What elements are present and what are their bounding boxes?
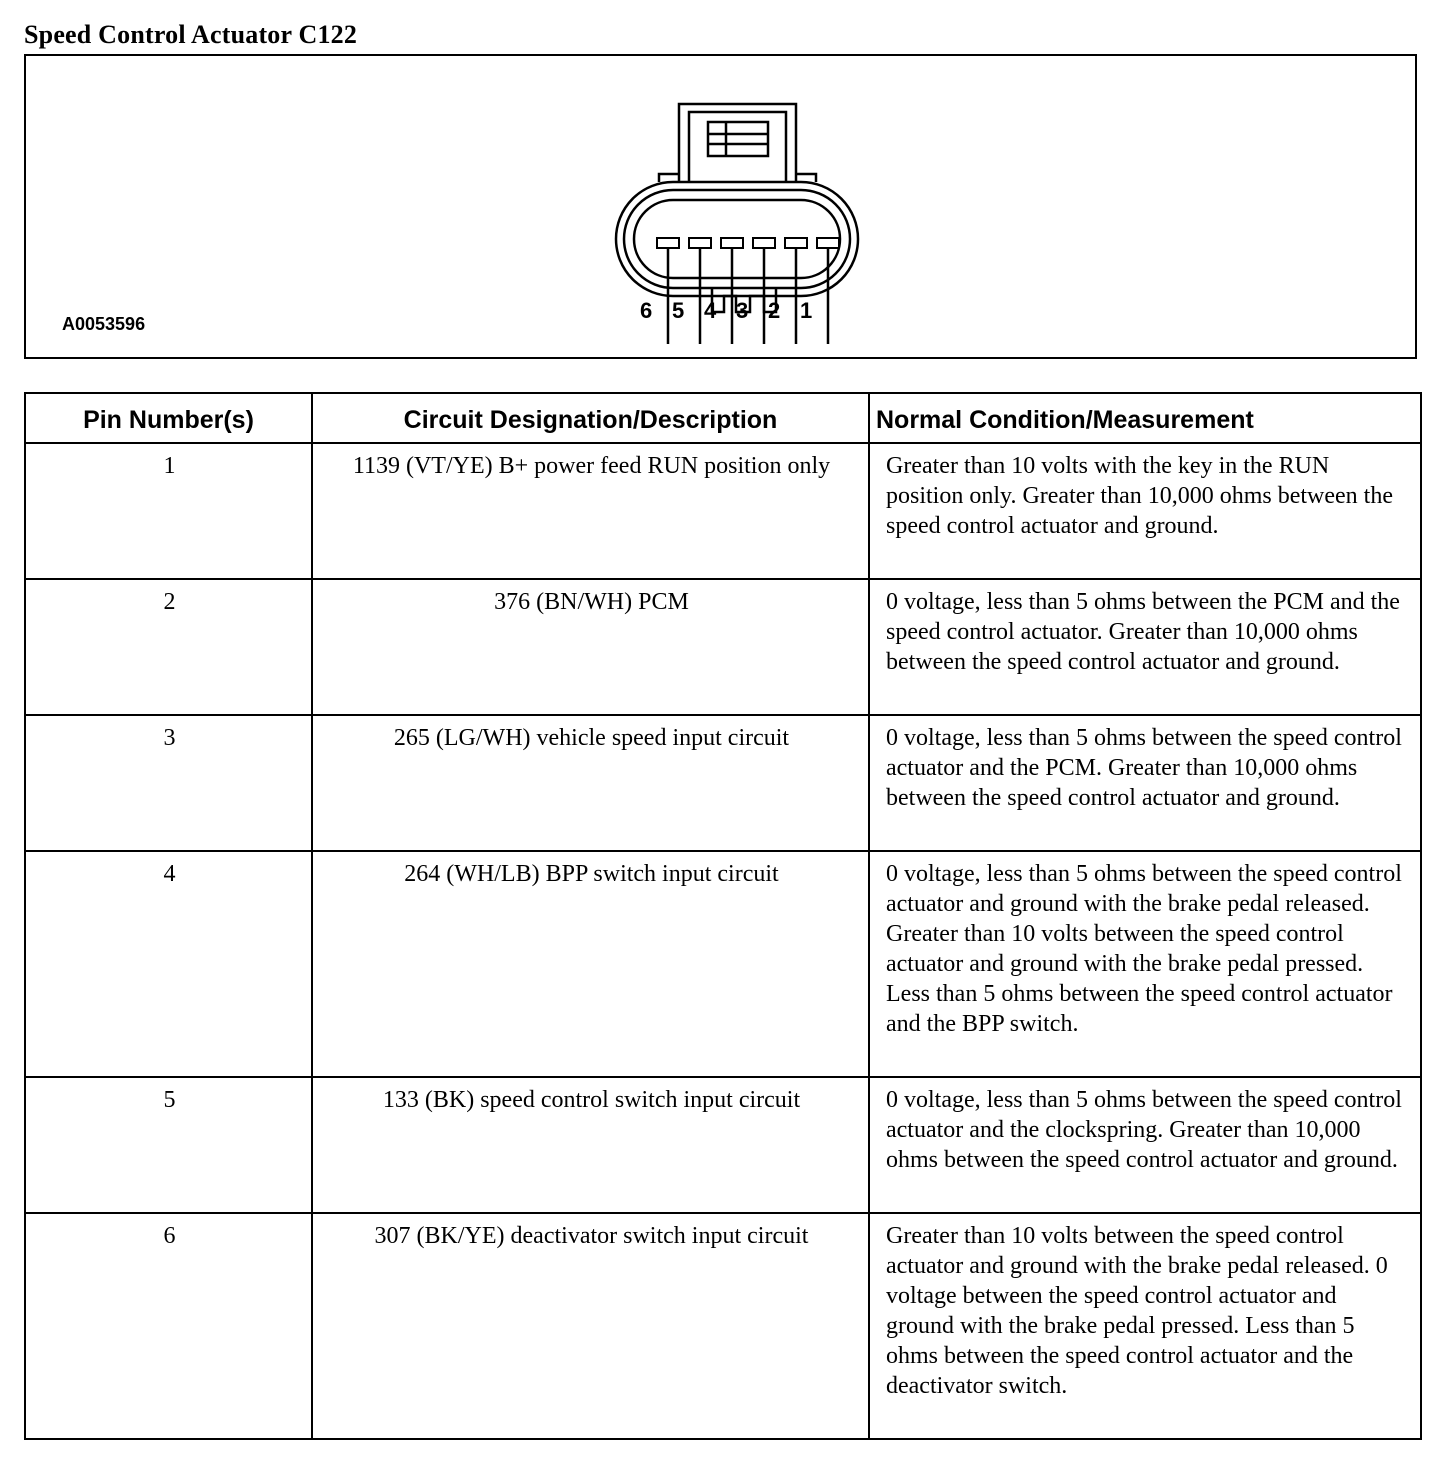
pin-table — [24, 392, 1422, 1440]
condition-cell: 0 voltage, less than 5 ohms between the PCM and the speed control actuator. Greater than 10,000 ohms between the speed control actuator and ground. — [869, 579, 1421, 715]
pin-number-cell: 2 — [25, 579, 312, 715]
pin-label-3: 3 — [736, 298, 749, 323]
pin-number-cell: 6 — [25, 1213, 312, 1439]
condition-cell: Greater than 10 volts with the key in the RUN position only. Greater than 10,000 ohms between the speed control actuator and ground. — [869, 443, 1421, 579]
pin-number-cell: 3 — [25, 715, 312, 851]
pin-3-terminal — [753, 238, 775, 248]
figure-id: A0053596 — [62, 314, 146, 334]
pin-label-2: 2 — [768, 298, 781, 323]
condition-cell: 0 voltage, less than 5 ohms between the speed control actuator and ground with the brake pedal released. Greater than 10 volts between the speed control actuator and ground with the brake pedal pressed. Less than 5 ohms between the speed control actuator and the BPP switch. — [869, 851, 1421, 1077]
header-circuit-designation: Circuit Designation/Description — [312, 393, 869, 443]
circuit-cell: 133 (BK) speed control switch input circuit — [312, 1077, 869, 1213]
condition-cell: 0 voltage, less than 5 ohms between the speed control actuator and the clockspring. Greater than 10,000 ohms between the speed control actuator and ground. — [869, 1077, 1421, 1213]
circuit-cell: 265 (LG/WH) vehicle speed input circuit — [312, 715, 869, 851]
pin-5-terminal — [689, 238, 711, 248]
pin-label-1: 1 — [800, 298, 813, 323]
connector-figure — [24, 54, 1417, 359]
table-header-row — [25, 393, 1421, 443]
pin-label-5: 5 — [672, 298, 685, 323]
pin-1-terminal — [817, 238, 839, 248]
table-row — [25, 579, 1421, 715]
pin-number-cell: 4 — [25, 851, 312, 1077]
header-pin-numbers: Pin Number(s) — [25, 393, 312, 443]
circuit-cell: 264 (WH/LB) BPP switch input circuit — [312, 851, 869, 1077]
table-row — [25, 715, 1421, 851]
pin-2-terminal — [785, 238, 807, 248]
table-row — [25, 1077, 1421, 1213]
table-row — [25, 443, 1421, 579]
pin-number-cell: 5 — [25, 1077, 312, 1213]
table-row — [25, 851, 1421, 1077]
circuit-cell: 307 (BK/YE) deactivator switch input circuit — [312, 1213, 869, 1439]
pin-number-cell: 1 — [25, 443, 312, 579]
pin-4-terminal — [721, 238, 743, 248]
circuit-cell: 376 (BN/WH) PCM — [312, 579, 869, 715]
table-row — [25, 1213, 1421, 1439]
pin-labels — [626, 298, 826, 324]
pin-label-6: 6 — [640, 298, 653, 323]
page-title: Speed Control Actuator C122 — [24, 20, 358, 49]
latch-slot — [708, 122, 768, 156]
header-normal-condition: Normal Condition/Measurement — [869, 393, 1421, 443]
condition-cell: Greater than 10 volts between the speed control actuator and ground with the brake pedal released. 0 voltage between the speed control actuator and ground with the brake pedal pressed. Less than 5 ohms between the speed control actuator and the deactivator switch. — [869, 1213, 1421, 1439]
pin-6-terminal — [657, 238, 679, 248]
condition-cell: 0 voltage, less than 5 ohms between the speed control actuator and the PCM. Greater than 10,000 ohms between the speed control actuator and ground. — [869, 715, 1421, 851]
pin-label-4: 4 — [704, 298, 717, 323]
circuit-cell: 1139 (VT/YE) B+ power feed RUN position only — [312, 443, 869, 579]
